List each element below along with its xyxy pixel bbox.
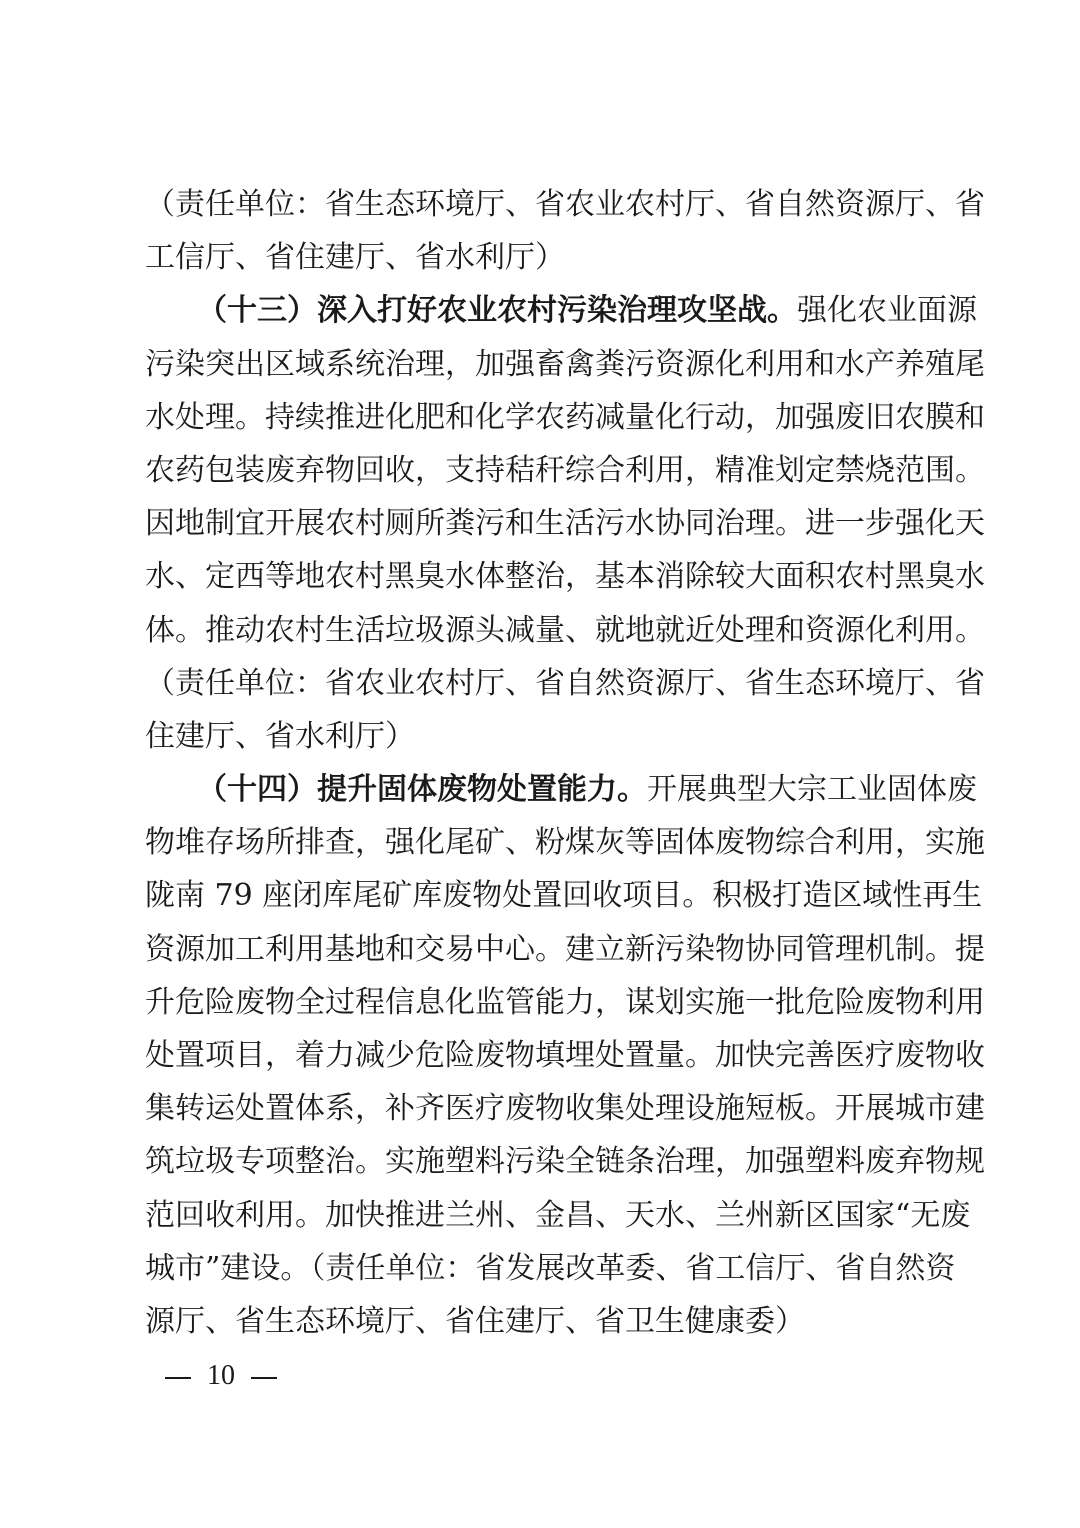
section-14-heading: （十四）提升固体废物处置能力。 — [197, 772, 647, 808]
text-line: （责任单位：省农业农村厅、省自然资源厅、省生态环境厅、省 — [145, 665, 985, 701]
text-line: 筑垃圾专项整治。实施塑料污染全链条治理，加强塑料废弃物规 — [145, 1144, 985, 1180]
text-line: 资源加工利用基地和交易中心。建立新污染物协同管理机制。提 — [145, 931, 985, 967]
section-heading-line — [145, 284, 977, 337]
section-heading-line — [145, 763, 977, 816]
text-line: 工信厅、省住建厅、省水利厅） — [145, 240, 565, 276]
text-line: 源厅、省生态环境厅、省住建厅、省卫生健康委） — [145, 1303, 805, 1339]
text-line: 因地制宜开展农村厕所粪污和生活污水协同治理。进一步强化天 — [145, 506, 985, 542]
text-line: 水、定西等地农村黑臭水体整治，基本消除较大面积农村黑臭水 — [145, 559, 985, 595]
text-line: 升危险废物全过程信息化监管能力，谋划实施一批危险废物利用 — [145, 984, 985, 1020]
page-number: 10 — [207, 1360, 235, 1391]
text-line: （责任单位：省生态环境厅、省农业农村厅、省自然资源厅、省 — [145, 187, 985, 222]
text-line: 污染突出区域系统治理，加强畜禽粪污资源化利用和水产养殖尾 — [145, 346, 985, 382]
document-body — [145, 178, 985, 1348]
text-line: 范回收利用。加快推进兰州、金昌、天水、兰州新区国家“无废 — [145, 1197, 971, 1233]
text-line: 陇南 79 座闭库尾矿库废物处置回收项目。积极打造区域性再生 — [145, 878, 983, 914]
text-line: 体。推动农村生活垃圾源头减量、就地就近处理和资源化利用。 — [145, 612, 985, 648]
footer-dash-right — [251, 1377, 277, 1379]
text-line: 物堆存场所排查，强化尾矿、粉煤灰等固体废物综合利用，实施 — [145, 825, 985, 861]
text-line: 水处理。持续推进化肥和化学农药减量化行动，加强废旧农膜和 — [145, 399, 985, 435]
text-line: 住建厅、省水利厅） — [145, 718, 415, 754]
section-14-text: 开展典型大宗工业固体废 — [647, 772, 977, 808]
page-footer — [165, 1356, 277, 1396]
section-13-text: 强化农业面源 — [797, 293, 977, 329]
text-line: 处置项目，着力减少危险废物填埋处置量。加快完善医疗废物收 — [145, 1038, 985, 1073]
section-13-heading: （十三）深入打好农业农村污染治理攻坚战。 — [197, 293, 797, 329]
text-line: 城市”建设。（责任单位：省发展改革委、省工信厅、省自然资 — [145, 1250, 956, 1286]
footer-dash-left — [165, 1377, 191, 1379]
text-line: 集转运处置体系，补齐医疗废物收集处理设施短板。开展城市建 — [145, 1091, 985, 1127]
text-line: 农药包装废弃物回收，支持秸秆综合利用，精准划定禁烧范围。 — [145, 452, 985, 488]
